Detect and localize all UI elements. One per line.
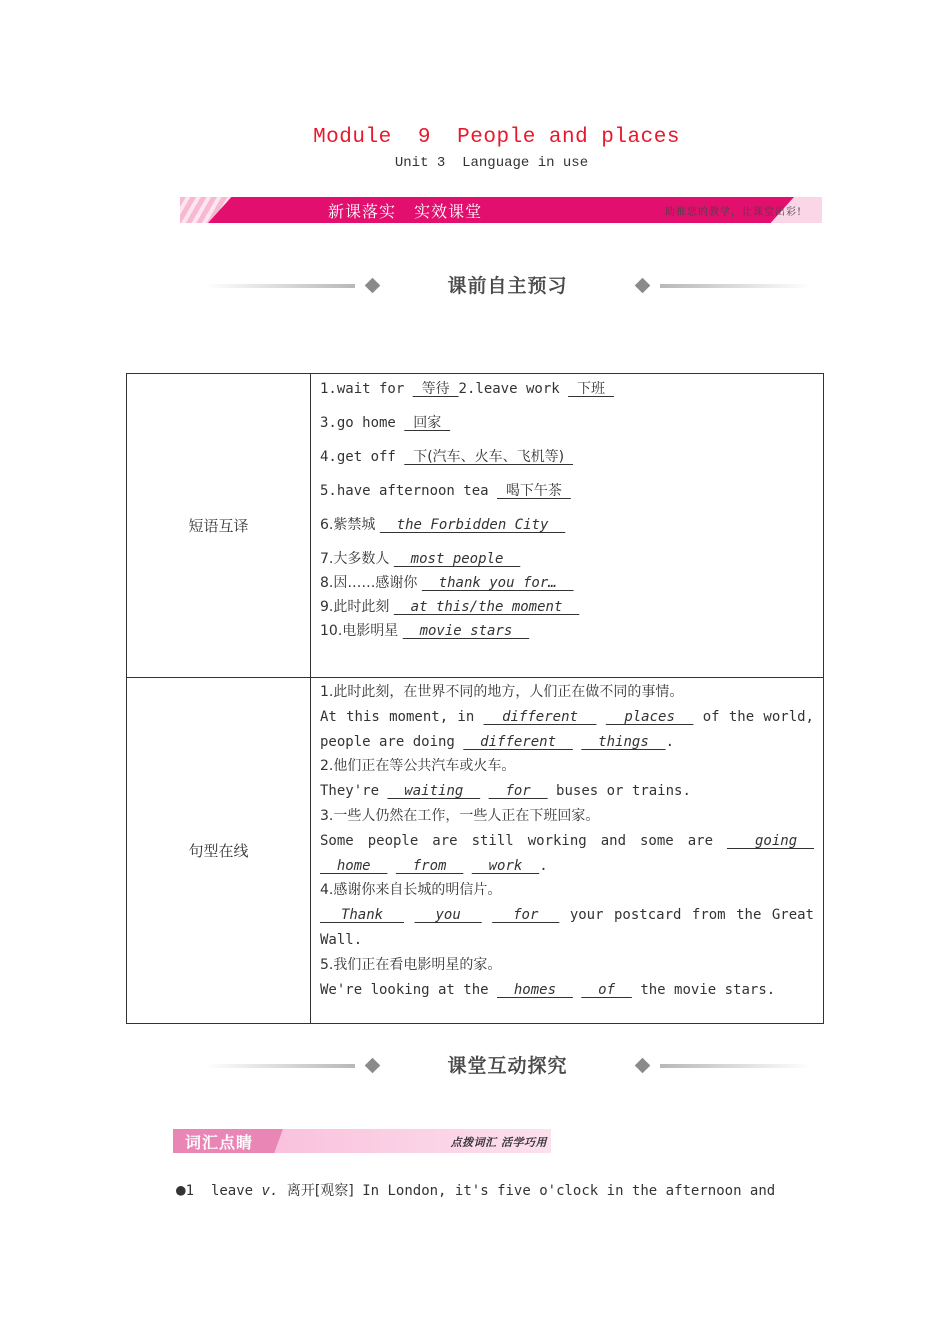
phrase-item: 6.紫禁城 the Forbidden City [320,517,566,533]
page-title: Module 9 People and places [313,126,680,149]
sentence-line: Some people are still working and some are going [320,832,814,849]
sentence-prompt: 1.此时此刻，在世界不同的地方，人们正在做不同的事情。 [320,684,684,700]
sentence-line: Wall. [320,931,363,948]
phrase-item: 4.get off 下(汽车、火车、飞机等) [320,449,574,465]
page-subtitle: Unit 3 Language in use [394,155,589,171]
section-title: 课前自主预习 [447,275,568,297]
phrase-item: 1.wait for 等待 2.leave work 下班 [320,381,614,397]
sentence-line: At this moment, in different places of the world, [320,708,814,725]
sentences-cell [311,678,824,1024]
preview-worksheet-table [126,373,824,1024]
vocab-item [176,1180,816,1200]
phrases-cell [311,374,824,678]
table-row [127,374,824,678]
phrase-item: 5.have afternoon tea 喝下午茶 [320,483,571,499]
section-heading-preview [205,271,810,301]
section-heading-interactive [205,1051,810,1081]
phrase-item: 9.此时此刻 at this/the moment [320,599,580,615]
lesson-banner [180,197,822,223]
banner-tagline: 助推您的教学，让课堂出彩! [664,207,802,218]
sentence-line: home from work . [320,857,548,874]
vocab-word: leave [210,1183,254,1199]
sentence-prompt: 2.他们正在等公共汽车或火车。 [320,758,516,775]
divider-line [660,1064,810,1068]
row-label-sentences: 句型在线 [127,678,311,1024]
vocab-meaning: 离开[观察] [286,1183,354,1199]
sentence-line: Thank you for your postcard from the Great [320,907,814,924]
sentence-line: people are doing different things . [320,733,675,750]
sentence-prompt: 3.一些人仍然在工作，一些人正在下班回家。 [320,807,600,824]
divider-line [660,284,810,288]
subheading-title: 词汇点睛 [185,1133,254,1152]
vocab-example: In London, it's five o'clock in the afternoon and [362,1183,776,1199]
sentence-line: They're waiting for buses or trains. [320,783,691,800]
vocab-pos: v. [261,1183,279,1199]
phrase-item: 10.电影明星 movie stars [320,623,530,639]
table-row [127,678,824,1024]
section-title: 课堂互动探究 [447,1055,568,1077]
bullet-icon: ● [176,1180,186,1199]
vocab-subheading [173,1129,551,1153]
sentence-prompt: 4.感谢你来自长城的明信片。 [320,882,502,899]
phrase-item: 8.因……感谢你 thank you for… [320,575,574,591]
phrase-item: 7.大多数人 most people [320,551,521,567]
vocab-number: 1 [185,1183,195,1199]
subheading-tagline: 点拨词汇 活学巧用 [450,1136,547,1149]
banner-title: 新课落实 实效课堂 [328,202,483,221]
phrase-item: 3.go home 回家 [320,415,451,431]
sentence-line: We're looking at the homes of the movie stars. [320,981,776,998]
sentence-prompt: 5.我们正在看电影明星的家。 [320,956,502,973]
row-label-phrases: 短语互译 [127,374,311,678]
